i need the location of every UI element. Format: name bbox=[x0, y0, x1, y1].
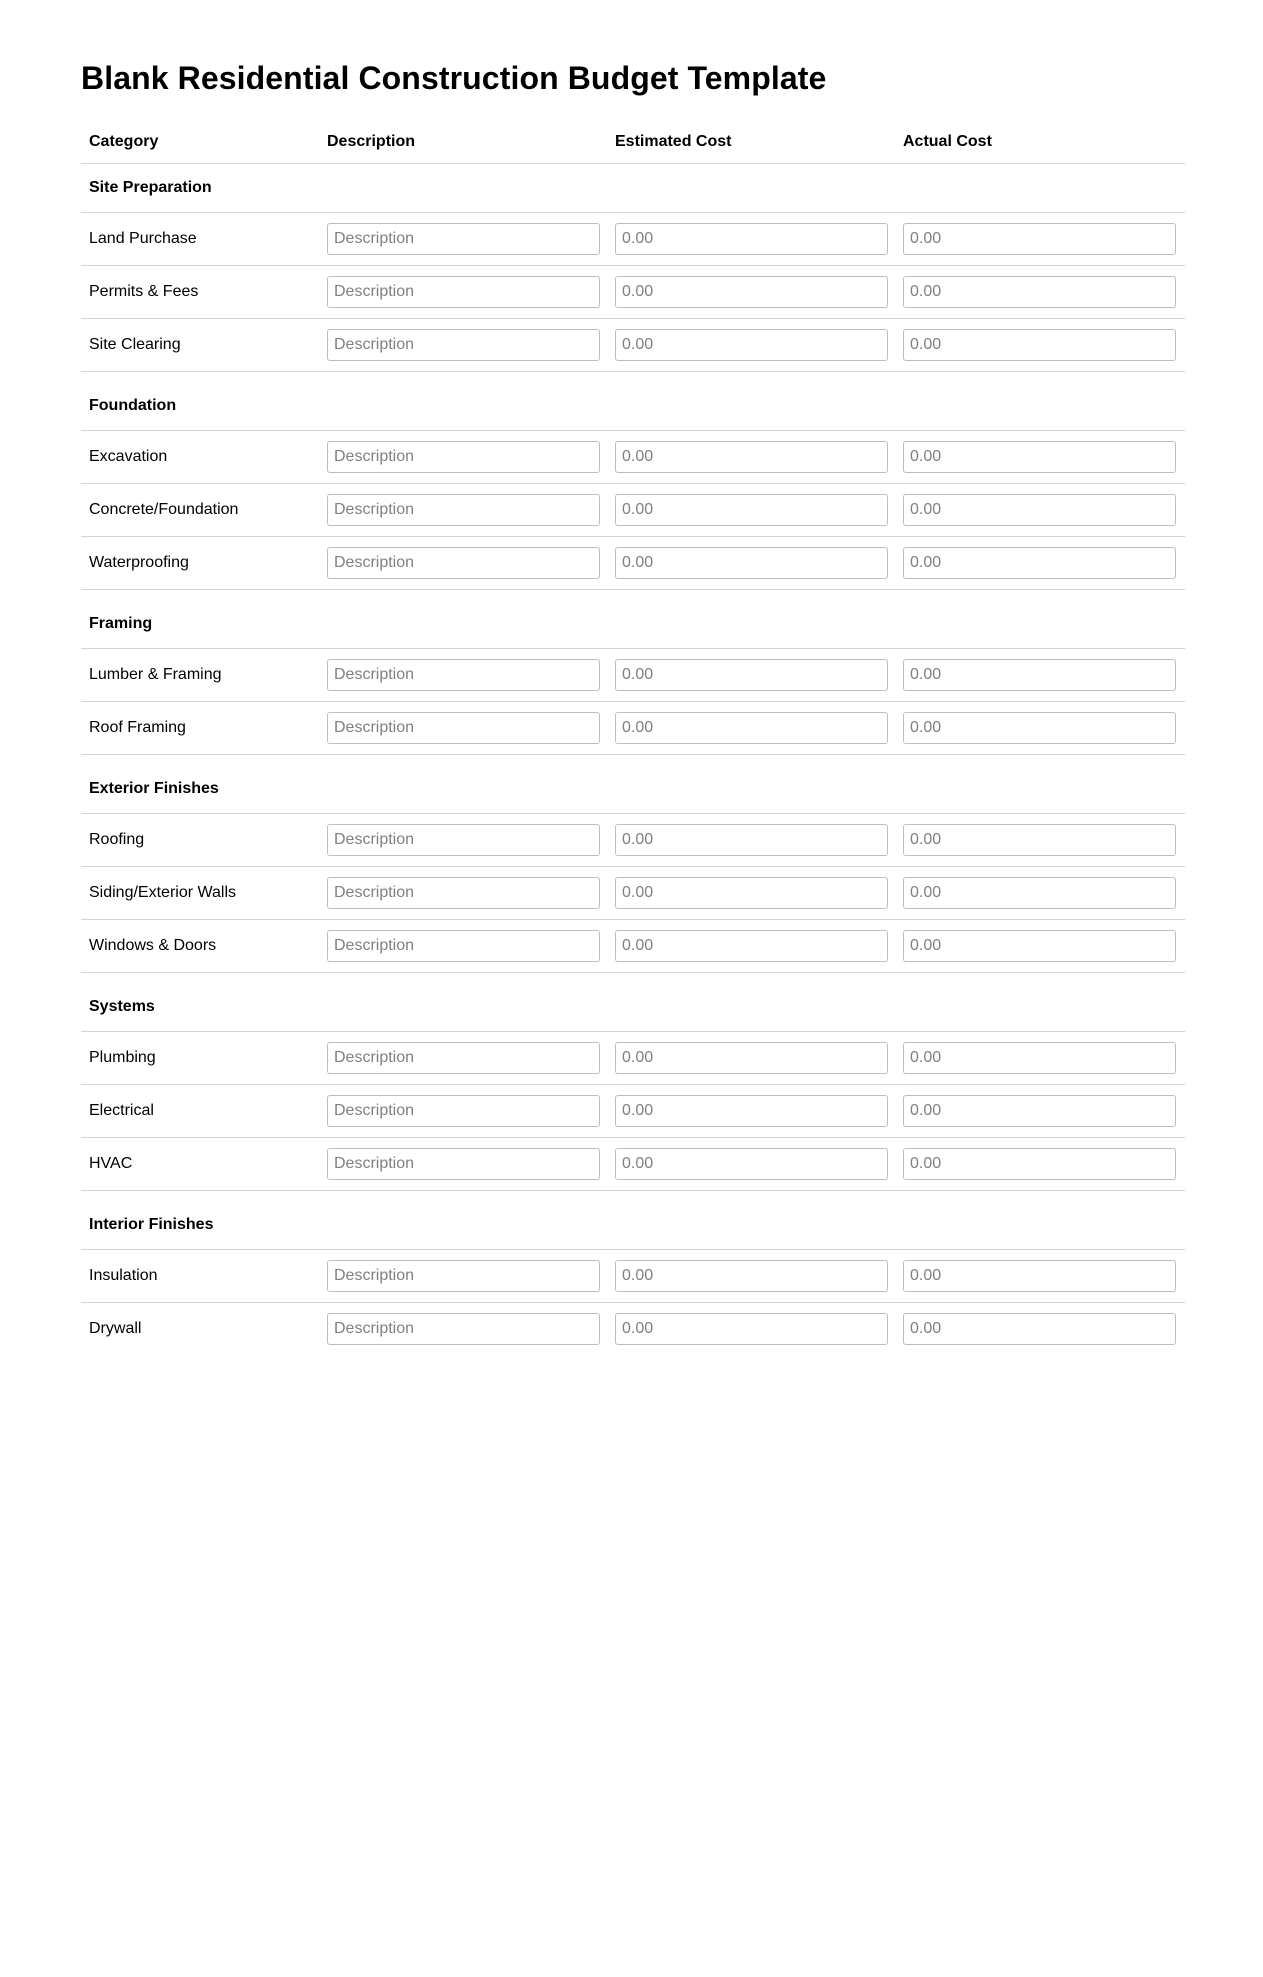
description-input[interactable] bbox=[327, 329, 600, 361]
actual-cost-cell bbox=[895, 319, 1185, 372]
description-cell bbox=[319, 649, 607, 702]
actual-cost-cell bbox=[895, 213, 1185, 266]
table-body bbox=[81, 164, 1185, 1356]
section-row bbox=[81, 372, 1185, 431]
actual-cost-input[interactable] bbox=[903, 1313, 1176, 1345]
estimated-cost-input[interactable] bbox=[615, 1042, 888, 1074]
header-category: Category bbox=[81, 122, 319, 164]
description-cell bbox=[319, 702, 607, 755]
estimated-cost-cell bbox=[607, 702, 895, 755]
section-title: Exterior Finishes bbox=[81, 755, 1185, 814]
category-label: Site Clearing bbox=[81, 319, 319, 372]
description-cell bbox=[319, 484, 607, 537]
estimated-cost-input[interactable] bbox=[615, 494, 888, 526]
table-row bbox=[81, 920, 1185, 973]
description-cell bbox=[319, 537, 607, 590]
section-row bbox=[81, 755, 1185, 814]
description-input[interactable] bbox=[327, 1042, 600, 1074]
actual-cost-cell bbox=[895, 537, 1185, 590]
estimated-cost-input[interactable] bbox=[615, 276, 888, 308]
description-cell bbox=[319, 1250, 607, 1303]
description-input[interactable] bbox=[327, 659, 600, 691]
estimated-cost-cell bbox=[607, 537, 895, 590]
category-label: Concrete/Foundation bbox=[81, 484, 319, 537]
category-label: Waterproofing bbox=[81, 537, 319, 590]
estimated-cost-cell bbox=[607, 1250, 895, 1303]
budget-template bbox=[81, 56, 1185, 1355]
section-row bbox=[81, 590, 1185, 649]
section-title: Foundation bbox=[81, 372, 1185, 431]
actual-cost-cell bbox=[895, 702, 1185, 755]
category-label: Drywall bbox=[89, 1320, 142, 1337]
actual-cost-input[interactable] bbox=[903, 276, 1176, 308]
section-title: Systems bbox=[81, 973, 1185, 1032]
category-label: Roof Framing bbox=[81, 702, 319, 755]
description-cell bbox=[319, 920, 607, 973]
budget-table bbox=[81, 122, 1185, 1355]
estimated-cost-cell bbox=[607, 1085, 895, 1138]
estimated-cost-cell bbox=[607, 814, 895, 867]
actual-cost-input[interactable] bbox=[903, 1148, 1176, 1180]
description-cell bbox=[319, 213, 607, 266]
header-estimated-cost: Estimated Cost bbox=[607, 122, 895, 164]
estimated-cost-input[interactable] bbox=[615, 824, 888, 856]
actual-cost-cell bbox=[895, 920, 1185, 973]
estimated-cost-cell bbox=[607, 213, 895, 266]
description-cell bbox=[319, 1085, 607, 1138]
section-row bbox=[81, 164, 1185, 213]
description-input[interactable] bbox=[327, 930, 600, 962]
table-row bbox=[81, 1250, 1185, 1303]
category-label: Lumber & Framing bbox=[81, 649, 319, 702]
header-description: Description bbox=[319, 122, 607, 164]
estimated-cost-input[interactable] bbox=[615, 712, 888, 744]
actual-cost-cell bbox=[895, 484, 1185, 537]
actual-cost-cell bbox=[895, 1250, 1185, 1303]
table-row bbox=[81, 1085, 1185, 1138]
table-row bbox=[81, 1303, 1185, 1356]
description-input[interactable] bbox=[327, 1095, 600, 1127]
estimated-cost-input[interactable] bbox=[615, 1313, 888, 1345]
actual-cost-input[interactable] bbox=[903, 659, 1176, 691]
category-label: Roofing bbox=[81, 814, 319, 867]
description-cell bbox=[319, 1303, 607, 1356]
category-label: Windows & Doors bbox=[81, 920, 319, 973]
actual-cost-cell bbox=[895, 431, 1185, 484]
estimated-cost-cell bbox=[607, 920, 895, 973]
description-input[interactable] bbox=[327, 824, 600, 856]
section-row bbox=[81, 973, 1185, 1032]
actual-cost-cell bbox=[895, 649, 1185, 702]
table-row bbox=[81, 1032, 1185, 1085]
description-input[interactable] bbox=[327, 1148, 600, 1180]
table-row bbox=[81, 1138, 1185, 1191]
description-cell bbox=[319, 1032, 607, 1085]
actual-cost-input[interactable] bbox=[903, 1042, 1176, 1074]
estimated-cost-input[interactable] bbox=[615, 877, 888, 909]
estimated-cost-input[interactable] bbox=[615, 659, 888, 691]
estimated-cost-cell bbox=[607, 319, 895, 372]
actual-cost-input[interactable] bbox=[903, 223, 1176, 255]
actual-cost-input[interactable] bbox=[903, 441, 1176, 473]
table-header-row bbox=[81, 122, 1185, 164]
category-label: Siding/Exterior Walls bbox=[81, 867, 319, 920]
estimated-cost-cell bbox=[607, 1303, 895, 1356]
description-cell bbox=[319, 867, 607, 920]
actual-cost-input[interactable] bbox=[903, 930, 1176, 962]
section-title: Framing bbox=[81, 590, 1185, 649]
actual-cost-cell bbox=[895, 1032, 1185, 1085]
description-cell bbox=[319, 431, 607, 484]
description-input[interactable] bbox=[327, 276, 600, 308]
estimated-cost-input[interactable] bbox=[615, 223, 888, 255]
actual-cost-input[interactable] bbox=[903, 824, 1176, 856]
description-input[interactable] bbox=[327, 547, 600, 579]
estimated-cost-input[interactable] bbox=[615, 930, 888, 962]
estimated-cost-input[interactable] bbox=[615, 1148, 888, 1180]
description-cell bbox=[319, 266, 607, 319]
section-title: Site Preparation bbox=[81, 164, 1185, 213]
table-row bbox=[81, 537, 1185, 590]
estimated-cost-cell bbox=[607, 649, 895, 702]
actual-cost-input[interactable] bbox=[903, 1095, 1176, 1127]
category-label: Electrical bbox=[81, 1085, 319, 1138]
category-label: Plumbing bbox=[81, 1032, 319, 1085]
description-input[interactable] bbox=[327, 1260, 600, 1292]
category-label: Excavation bbox=[81, 431, 319, 484]
actual-cost-input[interactable] bbox=[903, 329, 1176, 361]
estimated-cost-cell bbox=[607, 867, 895, 920]
estimated-cost-cell bbox=[607, 431, 895, 484]
section-row bbox=[81, 1191, 1185, 1250]
actual-cost-cell bbox=[895, 1303, 1185, 1356]
page-title: Blank Residential Construction Budget Template bbox=[81, 60, 827, 96]
header-actual-cost: Actual Cost bbox=[895, 122, 1185, 164]
table-row bbox=[81, 649, 1185, 702]
table-row bbox=[81, 213, 1185, 266]
description-cell bbox=[319, 1138, 607, 1191]
table-row bbox=[81, 867, 1185, 920]
description-input[interactable] bbox=[327, 1313, 600, 1345]
description-cell bbox=[319, 814, 607, 867]
actual-cost-cell bbox=[895, 867, 1185, 920]
actual-cost-input[interactable] bbox=[903, 877, 1176, 909]
category-label: Permits & Fees bbox=[81, 266, 319, 319]
actual-cost-input[interactable] bbox=[903, 712, 1176, 744]
table-row bbox=[81, 319, 1185, 372]
description-input[interactable] bbox=[327, 223, 600, 255]
estimated-cost-cell bbox=[607, 484, 895, 537]
actual-cost-cell bbox=[895, 266, 1185, 319]
estimated-cost-input[interactable] bbox=[615, 547, 888, 579]
estimated-cost-input[interactable] bbox=[615, 1260, 888, 1292]
description-input[interactable] bbox=[327, 441, 600, 473]
estimated-cost-input[interactable] bbox=[615, 329, 888, 361]
actual-cost-cell bbox=[895, 1085, 1185, 1138]
estimated-cost-cell bbox=[607, 1138, 895, 1191]
actual-cost-cell bbox=[895, 1138, 1185, 1191]
category-label: Land Purchase bbox=[81, 213, 319, 266]
description-input[interactable] bbox=[327, 494, 600, 526]
estimated-cost-cell bbox=[607, 266, 895, 319]
section-title: Interior Finishes bbox=[81, 1191, 1185, 1250]
category-label: HVAC bbox=[81, 1138, 319, 1191]
table-row bbox=[81, 431, 1185, 484]
estimated-cost-input[interactable] bbox=[615, 441, 888, 473]
table-row bbox=[81, 814, 1185, 867]
table-row bbox=[81, 484, 1185, 537]
table-row bbox=[81, 266, 1185, 319]
estimated-cost-input[interactable] bbox=[615, 1095, 888, 1127]
actual-cost-input[interactable] bbox=[903, 494, 1176, 526]
description-input[interactable] bbox=[327, 712, 600, 744]
category-label: Insulation bbox=[81, 1250, 319, 1303]
table-row bbox=[81, 702, 1185, 755]
estimated-cost-cell bbox=[607, 1032, 895, 1085]
actual-cost-input[interactable] bbox=[903, 1260, 1176, 1292]
description-input[interactable] bbox=[327, 877, 600, 909]
actual-cost-cell bbox=[895, 814, 1185, 867]
description-cell bbox=[319, 319, 607, 372]
actual-cost-input[interactable] bbox=[903, 547, 1176, 579]
